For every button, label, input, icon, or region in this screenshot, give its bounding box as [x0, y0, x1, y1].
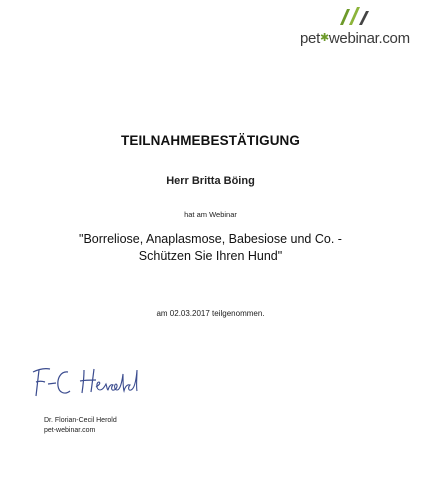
logo-wordmark: [300, 30, 410, 47]
signer-name: Dr. Florian-Cecil Herold: [44, 417, 117, 424]
logo-text-pet: pet: [300, 30, 320, 47]
webinar-title-line-2: Schützen Sie Ihren Hund": [138, 249, 283, 263]
attended-label: hat am Webinar: [184, 210, 237, 219]
participation-date: am 02.03.2017 teilgenommen.: [156, 309, 265, 318]
pet-webinar-logo: [298, 4, 418, 50]
logo-stripes-icon: [338, 6, 370, 26]
logo-star-icon: ✱: [319, 32, 329, 44]
certificate-title: TEILNAHMEBESTÄTIGUNG: [121, 133, 300, 148]
logo-text-webinar: webinar: [328, 30, 379, 47]
logo-text-domain: .com: [378, 30, 410, 47]
recipient-name: Herr Britta Böing: [166, 175, 255, 187]
webinar-title-line-1: "Borreliose, Anaplasmose, Babesiose und Co. -: [79, 232, 342, 246]
webinar-title: [55, 231, 366, 265]
handwritten-signature: [30, 360, 145, 402]
signer-website: pet-webinar.com: [44, 427, 96, 434]
